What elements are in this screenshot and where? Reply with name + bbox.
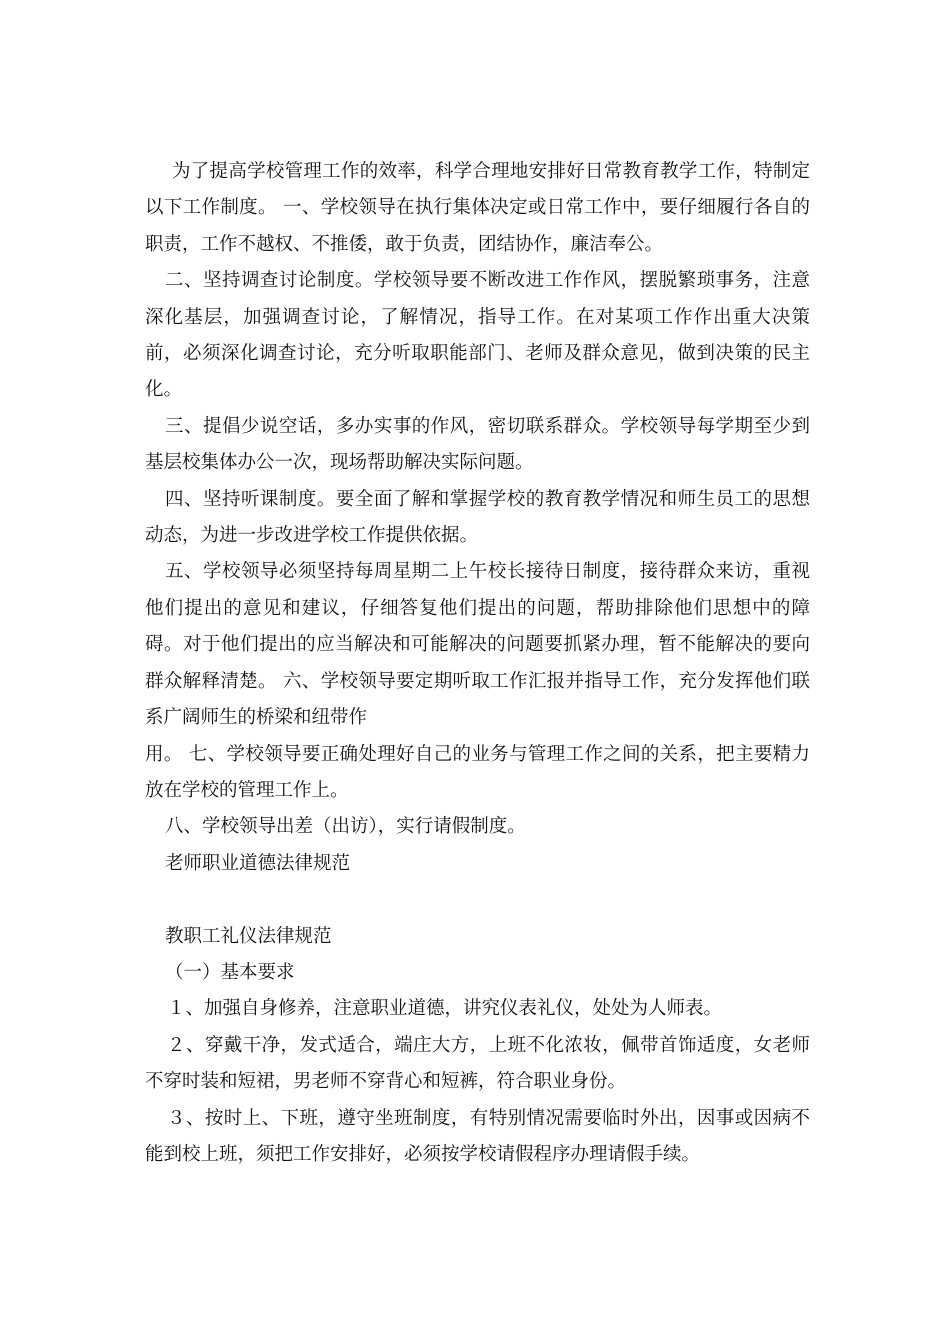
paragraph-item-4: 四、坚持听课制度。要全面了解和掌握学校的教育教学情况和师生员工的思想动态，为进一步改进学校工作提供依据。: [145, 488, 810, 547]
document-body: [145, 154, 810, 1173]
section-heading-etiquette: 教职工礼仪法律规范: [165, 925, 332, 947]
requirement-item-2: ２、穿戴干净，发式适合，端庄大方，上班不化浓妆，佩带首饰适度，女老师不穿时装和短裙，男老师不穿背心和短裤，符合职业身份。: [145, 1034, 810, 1093]
paragraph-item-3: 三、提倡少说空话，多办实事的作风，密切联系群众。学校领导每学期至少到基层校集体办公一次，现场帮助解决实际问题。: [145, 415, 810, 474]
paragraph-item-7: 用。 七、学校领导要正确处理好自己的业务与管理工作之间的关系，把主要精力放在学校的管理工作上。: [145, 743, 810, 801]
paragraph-item-2: 二、坚持调查讨论制度。学校领导要不断改进工作作风，摆脱繁琐事务，注意深化基层，加强调查讨论，了解情况，指导工作。在对某项工作作出重大决策前，必须深化调查讨论，充分听取职能部门、老师及群众意见，做到决策的民主化。: [145, 270, 810, 401]
paragraph-intro: 为了提高学校管理工作的效率，科学合理地安排好日常教育教学工作，特制定以下工作制度。 一、学校领导在执行集体决定或日常工作中，要仔细履行各自的职责，工作不越权、不推倭，敢于负责，团结协作，廉洁奉公。: [145, 161, 810, 255]
requirement-item-1: １、加强自身修养，注意职业道德，讲究仪表礼仪，处处为人师表。: [167, 998, 723, 1020]
subheading-basic-requirements: （一）基本要求: [165, 961, 295, 983]
blank-line: [145, 882, 810, 918]
requirement-item-3: ３、按时上、下班，遵守坐班制度，有特别情况需要临时外出，因事或因病不能到校上班，须把工作安排好，必须按学校请假程序办理请假手续。: [145, 1107, 810, 1165]
section-heading-ethics: 老师职业道德法律规范: [165, 852, 351, 874]
paragraph-item-8: 八、学校领导出差（出访），实行请假制度。: [165, 816, 526, 838]
paragraph-item-5: 五、学校领导必须坚持每周星期二上午校长接待日制度，接待群众来访，重视他们提出的意见和建议，仔细答复他们提出的问题，帮助排除他们思想中的障碍。对于他们提出的应当解决和可能解决的问题要抓紧办理，暂不能解决的要向群众解释清楚。 六、学校领导要定期听取工作汇报并指导工作，充分发挥他们联系广阔师生的桥梁和纽带作: [145, 561, 810, 729]
